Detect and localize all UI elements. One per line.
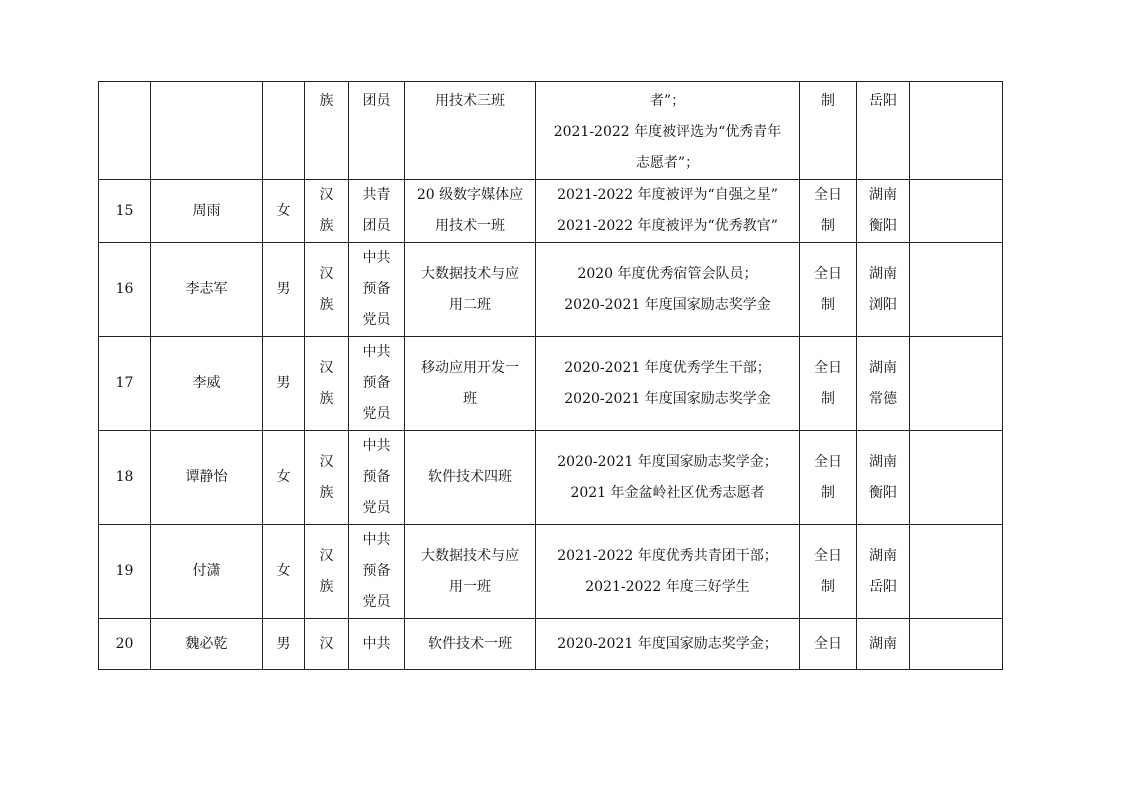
table-row (99, 619, 1003, 670)
cell-text: 湖南 (869, 547, 897, 564)
cell-text: 用二班 (449, 296, 491, 313)
cell-text: 汉 (319, 359, 334, 376)
cell-gender (263, 337, 305, 431)
table-row (99, 337, 1003, 431)
cell-text: 族 (319, 218, 334, 234)
cell-study (800, 431, 857, 525)
cell-text: 预备 (362, 281, 391, 297)
cell-text: 2020 年度优秀宿管会队员； (577, 265, 758, 282)
cell-text: 预备 (362, 469, 391, 485)
cell-class (405, 243, 536, 337)
cell-no (99, 431, 151, 525)
cell-remark (910, 82, 1003, 180)
cell-study (800, 180, 857, 243)
cell-politics (349, 243, 405, 337)
cell-text: 汉 (319, 453, 334, 470)
cell-text: 团员 (362, 93, 391, 109)
cell-text: 者”； (649, 93, 686, 109)
cell-politics (349, 431, 405, 525)
cell-politics (349, 82, 405, 180)
cell-name (151, 337, 263, 431)
cell-no (99, 525, 151, 619)
cell-text: 共青 (362, 187, 391, 203)
cell-text: 20 级数字媒体应 (416, 187, 524, 203)
cell-text: 党员 (362, 406, 391, 422)
cell-politics (349, 525, 405, 619)
cell-no (99, 180, 151, 243)
cell-text: 17 (115, 375, 134, 391)
cell-ethnicity (305, 180, 349, 243)
cell-text: 党员 (362, 594, 391, 610)
cell-origin (857, 525, 910, 619)
table-row (99, 82, 1003, 180)
cell-text: 团员 (362, 218, 391, 234)
cell-no (99, 243, 151, 337)
cell-text: 全日 (814, 453, 842, 470)
cell-text: 2021 年金盆岭社区优秀志愿者 (570, 484, 765, 501)
cell-text: 制 (821, 578, 835, 595)
cell-honors (536, 180, 800, 243)
table-row (99, 180, 1003, 243)
cell-text: 男 (276, 281, 291, 297)
cell-text: 全日 (814, 187, 842, 203)
cell-origin (857, 619, 910, 670)
cell-honors (536, 337, 800, 431)
cell-text: 中共 (362, 438, 391, 454)
cell-ethnicity (305, 82, 349, 180)
cell-text: 大数据技术与应 (421, 265, 519, 282)
cell-text: 李威 (192, 375, 221, 391)
cell-gender (263, 82, 305, 180)
cell-origin (857, 431, 910, 525)
cell-text: 2020-2021 年度优秀学生干部； (564, 359, 771, 376)
cell-text: 湖南 (869, 635, 897, 652)
cell-text: 汉 (319, 265, 334, 282)
cell-gender (263, 525, 305, 619)
cell-name (151, 431, 263, 525)
cell-remark (910, 619, 1003, 670)
cell-no (99, 619, 151, 670)
cell-study (800, 525, 857, 619)
cell-text: 族 (319, 484, 334, 501)
student-honor-table (98, 81, 1003, 670)
cell-text: 预备 (362, 375, 391, 391)
cell-text: 族 (319, 390, 334, 407)
cell-text: 中共 (362, 635, 391, 652)
cell-text: 中共 (362, 532, 391, 548)
cell-name (151, 619, 263, 670)
cell-origin (857, 243, 910, 337)
cell-text: 衡阳 (869, 218, 897, 234)
cell-study (800, 337, 857, 431)
cell-class (405, 431, 536, 525)
cell-text: 衡阳 (869, 484, 897, 501)
cell-no (99, 337, 151, 431)
cell-text: 制 (821, 484, 835, 501)
cell-ethnicity (305, 619, 349, 670)
cell-text: 族 (319, 296, 334, 313)
cell-remark (910, 431, 1003, 525)
cell-text: 付潇 (192, 563, 221, 579)
cell-gender (263, 243, 305, 337)
cell-text: 岳阳 (869, 93, 897, 109)
cell-text: 15 (115, 202, 134, 219)
table-body (99, 82, 1003, 670)
cell-text: 19 (115, 563, 134, 579)
cell-text: 女 (276, 202, 291, 219)
cell-text: 预备 (362, 563, 391, 579)
cell-text: 中共 (362, 344, 391, 360)
cell-text: 女 (276, 563, 291, 579)
cell-origin (857, 337, 910, 431)
cell-ethnicity (305, 525, 349, 619)
cell-text: 16 (115, 281, 134, 297)
cell-text: 魏必乾 (185, 635, 228, 652)
cell-name (151, 180, 263, 243)
cell-gender (263, 180, 305, 243)
cell-remark (910, 243, 1003, 337)
cell-text: 20 (115, 635, 134, 652)
cell-text: 移动应用开发一 (421, 359, 519, 376)
cell-politics (349, 619, 405, 670)
cell-text: 制 (821, 218, 835, 234)
cell-text: 2021-2022 年度被评为“优秀教官” (557, 218, 778, 234)
cell-text: 族 (319, 93, 334, 109)
cell-text: 湖南 (869, 453, 897, 470)
cell-text: 用技术一班 (435, 218, 505, 234)
cell-text: 湖南 (869, 187, 897, 203)
cell-text: 常德 (869, 390, 897, 407)
cell-no (99, 82, 151, 180)
cell-text: 18 (115, 469, 134, 485)
cell-honors (536, 525, 800, 619)
cell-text: 2021-2022 年度被评选为“优秀青年 (553, 124, 782, 140)
cell-text: 汉 (319, 635, 334, 652)
cell-text: 男 (276, 375, 291, 391)
cell-text: 制 (821, 93, 835, 109)
cell-text: 2021-2022 年度优秀共青团干部； (557, 547, 778, 564)
cell-text: 李志军 (185, 281, 228, 297)
cell-ethnicity (305, 431, 349, 525)
cell-remark (910, 180, 1003, 243)
table-row (99, 243, 1003, 337)
cell-text: 全日 (814, 547, 842, 564)
cell-text: 用一班 (449, 578, 491, 595)
cell-remark (910, 337, 1003, 431)
cell-text: 谭静怡 (185, 469, 228, 485)
cell-honors (536, 619, 800, 670)
cell-text: 2020-2021 年度国家励志奖学金； (557, 635, 778, 652)
cell-politics (349, 337, 405, 431)
cell-class (405, 82, 536, 180)
cell-text: 用技术三班 (435, 93, 505, 109)
table-row (99, 525, 1003, 619)
cell-remark (910, 525, 1003, 619)
cell-text: 周雨 (192, 202, 221, 219)
cell-text: 2020-2021 年度国家励志奖学金； (557, 453, 778, 470)
cell-study (800, 243, 857, 337)
cell-text: 全日 (814, 635, 842, 652)
cell-class (405, 525, 536, 619)
cell-gender (263, 619, 305, 670)
cell-honors (536, 82, 800, 180)
cell-class (405, 619, 536, 670)
cell-origin (857, 82, 910, 180)
cell-ethnicity (305, 243, 349, 337)
cell-name (151, 82, 263, 180)
cell-text: 2020-2021 年度国家励志奖学金 (564, 390, 771, 407)
cell-ethnicity (305, 337, 349, 431)
cell-text: 浏阳 (869, 296, 897, 313)
cell-text: 湖南 (869, 359, 897, 376)
cell-text: 大数据技术与应 (421, 547, 519, 564)
cell-text: 女 (276, 469, 291, 485)
cell-gender (263, 431, 305, 525)
cell-name (151, 243, 263, 337)
cell-text: 汉 (319, 187, 334, 203)
cell-text: 班 (463, 390, 477, 407)
cell-text: 族 (319, 578, 334, 595)
cell-text: 岳阳 (869, 578, 897, 595)
cell-honors (536, 431, 800, 525)
cell-origin (857, 180, 910, 243)
cell-text: 党员 (362, 312, 391, 328)
cell-text: 湖南 (869, 265, 897, 282)
cell-politics (349, 180, 405, 243)
cell-study (800, 82, 857, 180)
cell-text: 2020-2021 年度国家励志奖学金 (564, 296, 771, 313)
cell-text: 志愿者”； (635, 155, 700, 171)
cell-study (800, 619, 857, 670)
cell-text: 中共 (362, 250, 391, 266)
cell-text: 汉 (319, 547, 334, 564)
cell-text: 全日 (814, 265, 842, 282)
cell-text: 2021-2022 年度被评为“自强之星” (557, 187, 778, 203)
cell-name (151, 525, 263, 619)
cell-text: 男 (276, 635, 291, 652)
cell-class (405, 180, 536, 243)
cell-class (405, 337, 536, 431)
table-row (99, 431, 1003, 525)
cell-text: 制 (821, 296, 835, 313)
cell-honors (536, 243, 800, 337)
cell-text: 软件技术一班 (428, 635, 512, 652)
cell-text: 2021-2022 年度三好学生 (585, 578, 750, 595)
cell-text: 软件技术四班 (428, 469, 512, 485)
cell-text: 党员 (362, 500, 391, 516)
cell-text: 制 (821, 390, 835, 407)
cell-text: 全日 (814, 359, 842, 376)
